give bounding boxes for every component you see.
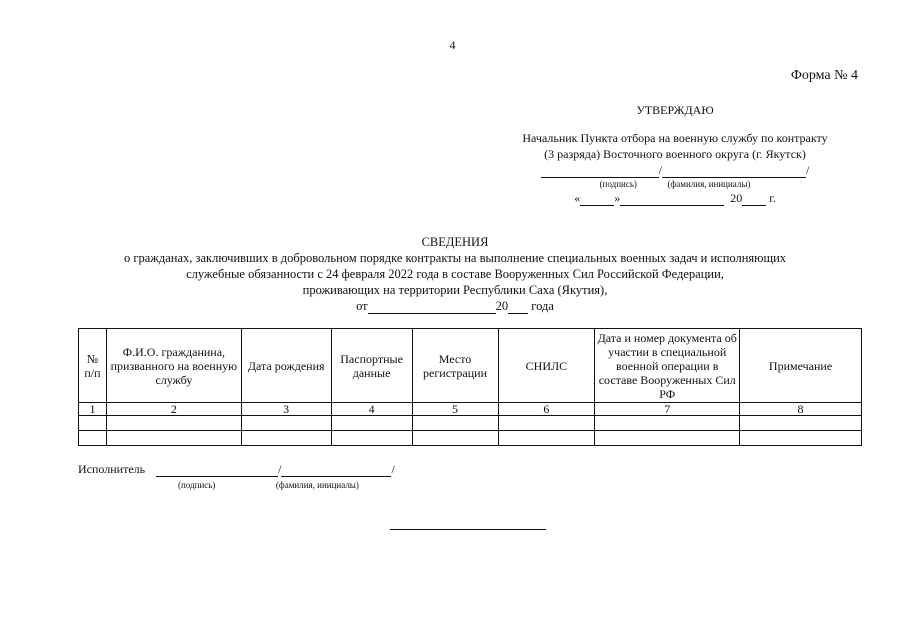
- approval-date-line: [497, 190, 853, 206]
- approval-block: [497, 102, 853, 206]
- column-numbers-row: [79, 403, 862, 416]
- year-blank: [742, 193, 766, 206]
- column-number: 2: [106, 403, 241, 416]
- page-number: 4: [449, 38, 456, 52]
- table-cell[interactable]: [79, 416, 107, 431]
- column-number: 7: [595, 403, 740, 416]
- table-cell[interactable]: [241, 416, 331, 431]
- year-suffix: г.: [769, 191, 776, 205]
- header-full-name: Ф.И.О. гражданина, призванного на военную службу: [106, 329, 241, 403]
- date-prefix: от: [356, 299, 368, 313]
- header-birth-date: Дата рождения: [241, 329, 331, 403]
- name-blank: [662, 165, 806, 178]
- table-cell[interactable]: [498, 431, 595, 446]
- year-blank: [508, 301, 528, 314]
- header-snils: СНИЛС: [498, 329, 595, 403]
- executor-name-hint: (фамилия, инициалы): [275, 480, 359, 490]
- executor-signature-blank: [156, 465, 278, 477]
- table-cell[interactable]: [79, 431, 107, 446]
- column-number: 1: [79, 403, 107, 416]
- table-cell[interactable]: [241, 431, 331, 446]
- header-operation-document: Дата и номер документа об участии в специальной военной операции в составе Вооруженных Сил РФ: [595, 329, 740, 403]
- signature-blank: [541, 165, 659, 178]
- date-blank: [368, 301, 496, 314]
- table-cell[interactable]: [106, 416, 241, 431]
- table-cell[interactable]: [595, 416, 740, 431]
- approver-position-line-1: Начальник Пункта отбора на военную службу по контракту: [522, 131, 828, 145]
- executor-name-blank: [281, 465, 391, 477]
- date-suffix: года: [531, 299, 554, 313]
- table-cell[interactable]: [331, 431, 412, 446]
- month-blank: [620, 193, 724, 206]
- document-heading: СВЕДЕНИЯ: [421, 235, 489, 249]
- document-date-line: [60, 298, 850, 314]
- executor-hints: [178, 480, 359, 490]
- column-number: 6: [498, 403, 595, 416]
- header-note: Примечание: [740, 329, 862, 403]
- table-cell[interactable]: [740, 431, 862, 446]
- table-header-row: [79, 329, 862, 403]
- column-number: 4: [331, 403, 412, 416]
- column-number: 8: [740, 403, 862, 416]
- signature-hint: (подпись): [599, 179, 637, 189]
- form-label: Форма № 4: [790, 68, 858, 83]
- table-cell[interactable]: [412, 431, 498, 446]
- approver-signature-hints: [497, 178, 853, 190]
- approver-position-line-2: (3 разряда) Восточного военного округа (г. Якутск): [544, 147, 806, 161]
- table-cell[interactable]: [412, 416, 498, 431]
- document-title-block: [60, 234, 850, 314]
- date-year: 20: [495, 299, 509, 313]
- header-registration: Место регистрации: [412, 329, 498, 403]
- header-passport: Паспортные данные: [331, 329, 412, 403]
- document-subtitle-line-1: о гражданах, заключивших в добровольном порядке контракты на выполнение специальных военных задач и исполняющих: [123, 251, 787, 265]
- column-number: 5: [412, 403, 498, 416]
- citizens-table: [78, 328, 862, 446]
- header-number: № п/п: [79, 329, 107, 403]
- executor-line: Исполнитель / /: [78, 462, 395, 476]
- day-blank: [580, 193, 614, 206]
- approver-signature-line: / /: [497, 162, 853, 178]
- executor-label: Исполнитель: [78, 462, 146, 476]
- footer-divider: [390, 528, 546, 530]
- table-cell[interactable]: [331, 416, 412, 431]
- table-cell[interactable]: [106, 431, 241, 446]
- table-cell[interactable]: [595, 431, 740, 446]
- date-close-quote: »: [614, 191, 621, 205]
- document-subtitle-line-2: служебные обязанности с 24 февраля 2022 года в составе Вооруженных Сил Российской Федерации,: [186, 267, 724, 281]
- document-subtitle-line-3: проживающих на территории Республики Саха (Якутия),: [302, 283, 608, 297]
- table-row: [79, 431, 862, 446]
- table-row: [79, 416, 862, 431]
- table-cell[interactable]: [498, 416, 595, 431]
- year-prefix: 20: [730, 191, 743, 205]
- date-open-quote: «: [574, 191, 581, 205]
- executor-signature-hint: (подпись): [178, 480, 216, 490]
- table-cell[interactable]: [740, 416, 862, 431]
- name-hint: (фамилия, инициалы): [667, 179, 751, 189]
- column-number: 3: [241, 403, 331, 416]
- approval-title: УТВЕРЖДАЮ: [636, 103, 714, 117]
